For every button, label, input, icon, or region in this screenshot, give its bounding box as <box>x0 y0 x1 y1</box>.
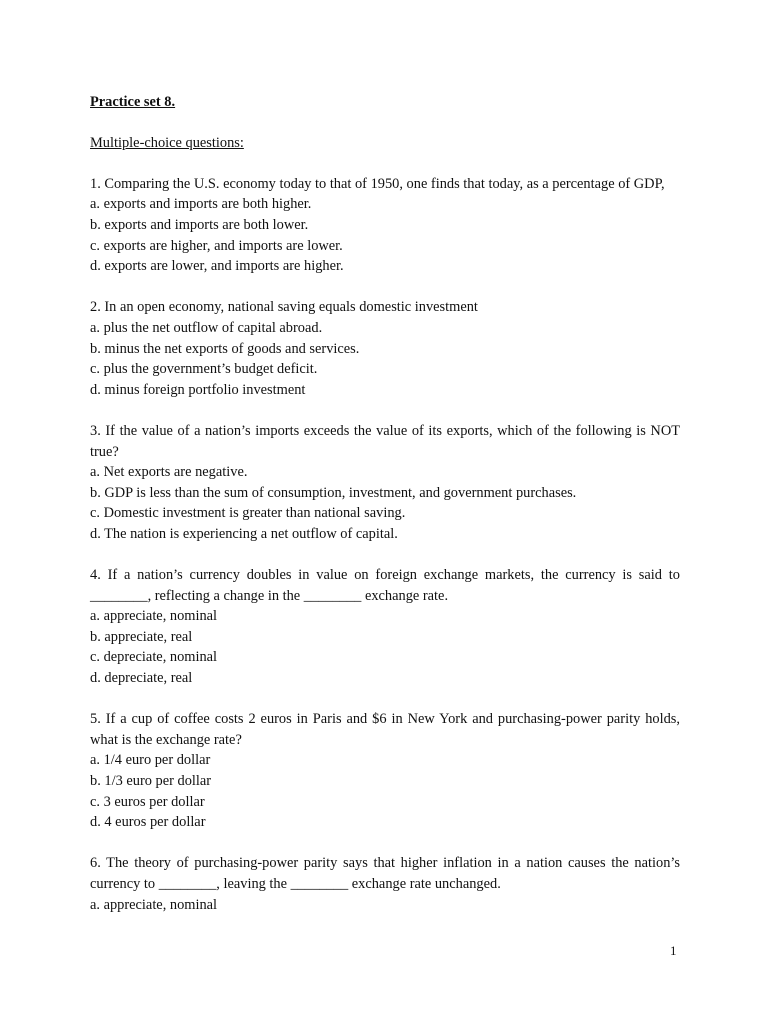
answer-option: b. 1/3 euro per dollar <box>90 773 212 789</box>
answer-options <box>90 606 680 688</box>
question-stem: 4. If a nation’s currency doubles in value on foreign exchange markets, the currency is said to ________, reflecting a change in the ________ exchange rate. <box>90 567 680 604</box>
question-6 <box>90 853 680 915</box>
answer-option: b. GDP is less than the sum of consumption, investment, and government purchases. <box>90 484 577 501</box>
answer-option: b. exports and imports are both lower. <box>90 216 309 233</box>
answer-option: d. depreciate, real <box>90 670 193 687</box>
document-page <box>90 92 680 915</box>
section-heading: Multiple-choice questions: <box>90 134 244 151</box>
answer-option: a. exports and imports are both higher. <box>90 196 312 213</box>
answer-option: b. minus the net exports of goods and services. <box>90 340 360 357</box>
document-title: Practice set 8. <box>90 94 176 110</box>
answer-option: c. exports are higher, and imports are lower. <box>90 237 343 254</box>
question-1 <box>90 174 680 277</box>
answer-option: d. 4 euros per dollar <box>90 814 206 831</box>
answer-option: d. exports are lower, and imports are higher. <box>90 258 344 275</box>
answer-options <box>90 895 680 916</box>
answer-option: c. 3 euros per dollar <box>90 793 205 810</box>
answer-option: c. depreciate, nominal <box>90 649 218 666</box>
question-stem: 1. Comparing the U.S. economy today to that of 1950, one finds that today, as a percentage of GDP, <box>90 175 665 192</box>
answer-option: a. plus the net outflow of capital abroad. <box>90 319 323 336</box>
question-4 <box>90 565 680 689</box>
question-5 <box>90 709 680 833</box>
answer-option: d. The nation is experiencing a net outflow of capital. <box>90 525 398 542</box>
answer-options <box>90 462 680 544</box>
answer-option: a. 1/4 euro per dollar <box>90 752 211 769</box>
answer-option: c. plus the government’s budget deficit. <box>90 361 318 378</box>
answer-option: d. minus foreign portfolio investment <box>90 381 306 398</box>
answer-options <box>90 194 680 276</box>
question-stem: 2. In an open economy, national saving equals domestic investment <box>90 299 478 316</box>
answer-option: a. appreciate, nominal <box>90 896 218 913</box>
question-stem: 5. If a cup of coffee costs 2 euros in Paris and $6 in New York and purchasing-power parity holds, what is the exchange rate? <box>90 711 680 748</box>
answer-option: c. Domestic investment is greater than national saving. <box>90 505 406 522</box>
question-stem: 6. The theory of purchasing-power parity says that higher inflation in a nation causes the nation’s currency to ________, leaving the ________ exchange rate unchanged. <box>90 855 680 892</box>
question-3 <box>90 421 680 545</box>
question-2 <box>90 297 680 400</box>
answer-options <box>90 318 680 400</box>
page-number: 1 <box>670 943 677 958</box>
answer-option: a. appreciate, nominal <box>90 608 218 625</box>
answer-options <box>90 750 680 832</box>
question-stem: 3. If the value of a nation’s imports exceeds the value of its exports, which of the following is NOT true? <box>90 422 680 460</box>
answer-option: a. Net exports are negative. <box>90 464 248 481</box>
answer-option: b. appreciate, real <box>90 628 193 645</box>
